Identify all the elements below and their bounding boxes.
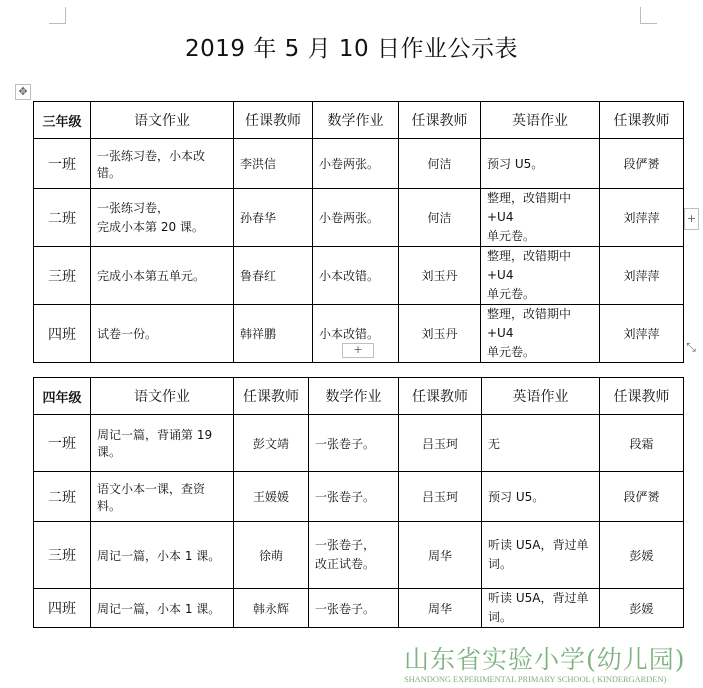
resize-icon[interactable]: ⤡ (686, 340, 696, 354)
cell-chinese-teacher: 王媛媛 (234, 472, 309, 522)
cell-math-teacher: 何洁 (399, 189, 481, 247)
cell-math-teacher: 吕玉珂 (399, 472, 482, 522)
grade-header: 四年级 (34, 378, 91, 415)
cell-chinese-homework: 周记一篇，小本 1 课。 (91, 522, 234, 589)
cell-chinese-homework: 语文小本一课，查资料。 (91, 472, 234, 522)
table-row (34, 415, 684, 472)
cell-class: 四班 (34, 589, 91, 628)
cell-chinese-teacher: 韩祥鹏 (234, 305, 313, 363)
cell-math-homework: 小本改错。 (313, 305, 399, 363)
cell-english-homework: 听读 U5A，背过单 词。 (482, 522, 600, 589)
school-logo-english: SHANDONG EXPERIMENTAL PRIMARY SCHOOL ( KINDERGARDEN) (404, 674, 667, 684)
column-header-math-teacher: 任课教师 (399, 102, 481, 139)
table-row (34, 247, 684, 305)
cell-english-teacher: 彭媛 (600, 522, 684, 589)
school-logo (404, 640, 694, 684)
add-row-button[interactable]: + (342, 343, 374, 358)
cell-class: 一班 (34, 415, 91, 472)
cell-class: 三班 (34, 522, 91, 589)
page-title: 2019 年 5 月 10 日作业公示表 (185, 36, 518, 62)
cell-math-homework: 一张卷子。 (309, 589, 399, 628)
column-header-chinese-homework: 语文作业 (91, 378, 234, 415)
grade-4-homework-table (33, 377, 684, 628)
cell-english-homework: 听读 U5A，背过单 词。 (482, 589, 600, 628)
cell-english-homework: 整理，改错期中+U4 单元卷。 (481, 247, 600, 305)
cell-chinese-homework: 周记一篇，小本 1 课。 (91, 589, 234, 628)
grade-header: 三年级 (34, 102, 91, 139)
cell-math-teacher: 周华 (399, 589, 482, 628)
cell-math-teacher: 周华 (399, 522, 482, 589)
table-row (34, 522, 684, 589)
column-header-english-homework: 英语作业 (482, 378, 600, 415)
cell-chinese-teacher: 孙春华 (234, 189, 313, 247)
cell-chinese-teacher: 鲁春红 (234, 247, 313, 305)
cell-english-teacher: 段俨赟 (600, 472, 684, 522)
cell-chinese-homework: 试卷一份。 (91, 305, 234, 363)
cell-english-teacher: 段俨赟 (600, 139, 684, 189)
cell-english-homework: 无 (482, 415, 600, 472)
cell-chinese-homework: 一张练习卷，小本改错。 (91, 139, 234, 189)
table-row (34, 189, 684, 247)
cell-chinese-teacher: 韩永辉 (234, 589, 309, 628)
column-header-chinese-homework: 语文作业 (91, 102, 234, 139)
add-column-button[interactable]: + (684, 208, 699, 230)
cell-chinese-homework: 一张练习卷， 完成小本第 20 课。 (91, 189, 234, 247)
cell-english-teacher: 彭媛 (600, 589, 684, 628)
cell-math-teacher: 刘玉丹 (399, 305, 481, 363)
cell-english-homework: 整理，改错期中+U4 单元卷。 (481, 305, 600, 363)
cell-class: 三班 (34, 247, 91, 305)
cell-math-homework: 小卷两张。 (313, 189, 399, 247)
cell-english-teacher: 刘萍萍 (600, 247, 684, 305)
cell-class: 四班 (34, 305, 91, 363)
column-header-chinese-teacher: 任课教师 (234, 102, 313, 139)
cell-english-homework: 预习 U5。 (481, 139, 600, 189)
cell-math-homework: 一张卷子。 (309, 472, 399, 522)
cell-math-teacher: 何洁 (399, 139, 481, 189)
cell-chinese-homework: 完成小本第五单元。 (91, 247, 234, 305)
table-row (34, 472, 684, 522)
cell-math-homework: 小本改错。 (313, 247, 399, 305)
move-arrows-icon[interactable]: ✥ (15, 84, 31, 100)
grade-3-homework-table (33, 101, 684, 363)
cell-chinese-homework: 周记一篇，背诵第 19 课。 (91, 415, 234, 472)
page-corner-mark-top-right (640, 7, 657, 24)
column-header-chinese-teacher: 任课教师 (234, 378, 309, 415)
school-logo-chinese: 山东省实验小学(幼儿园) (404, 645, 686, 674)
column-header-english-homework: 英语作业 (481, 102, 600, 139)
column-header-math-homework: 数学作业 (313, 102, 399, 139)
cell-math-homework: 一张卷子。 (309, 415, 399, 472)
cell-chinese-teacher: 李洪信 (234, 139, 313, 189)
cell-math-homework: 小卷两张。 (313, 139, 399, 189)
column-header-english-teacher: 任课教师 (600, 378, 684, 415)
cell-class: 二班 (34, 189, 91, 247)
cell-math-teacher: 刘玉丹 (399, 247, 481, 305)
cell-english-teacher: 刘萍萍 (600, 305, 684, 363)
page-corner-mark-top-left (49, 7, 66, 24)
column-header-english-teacher: 任课教师 (600, 102, 684, 139)
table-header-row (34, 378, 684, 415)
column-header-math-teacher: 任课教师 (399, 378, 482, 415)
cell-class: 一班 (34, 139, 91, 189)
table-row (34, 139, 684, 189)
table-row (34, 589, 684, 628)
cell-english-teacher: 段霜 (600, 415, 684, 472)
cell-math-teacher: 吕玉珂 (399, 415, 482, 472)
cell-english-homework: 整理，改错期中+U4 单元卷。 (481, 189, 600, 247)
cell-math-homework: 一张卷子， 改正试卷。 (309, 522, 399, 589)
column-header-math-homework: 数学作业 (309, 378, 399, 415)
cell-chinese-teacher: 彭文靖 (234, 415, 309, 472)
cell-chinese-teacher: 徐萌 (234, 522, 309, 589)
cell-class: 二班 (34, 472, 91, 522)
table-header-row (34, 102, 684, 139)
cell-english-homework: 预习 U5。 (482, 472, 600, 522)
cell-english-teacher: 刘萍萍 (600, 189, 684, 247)
